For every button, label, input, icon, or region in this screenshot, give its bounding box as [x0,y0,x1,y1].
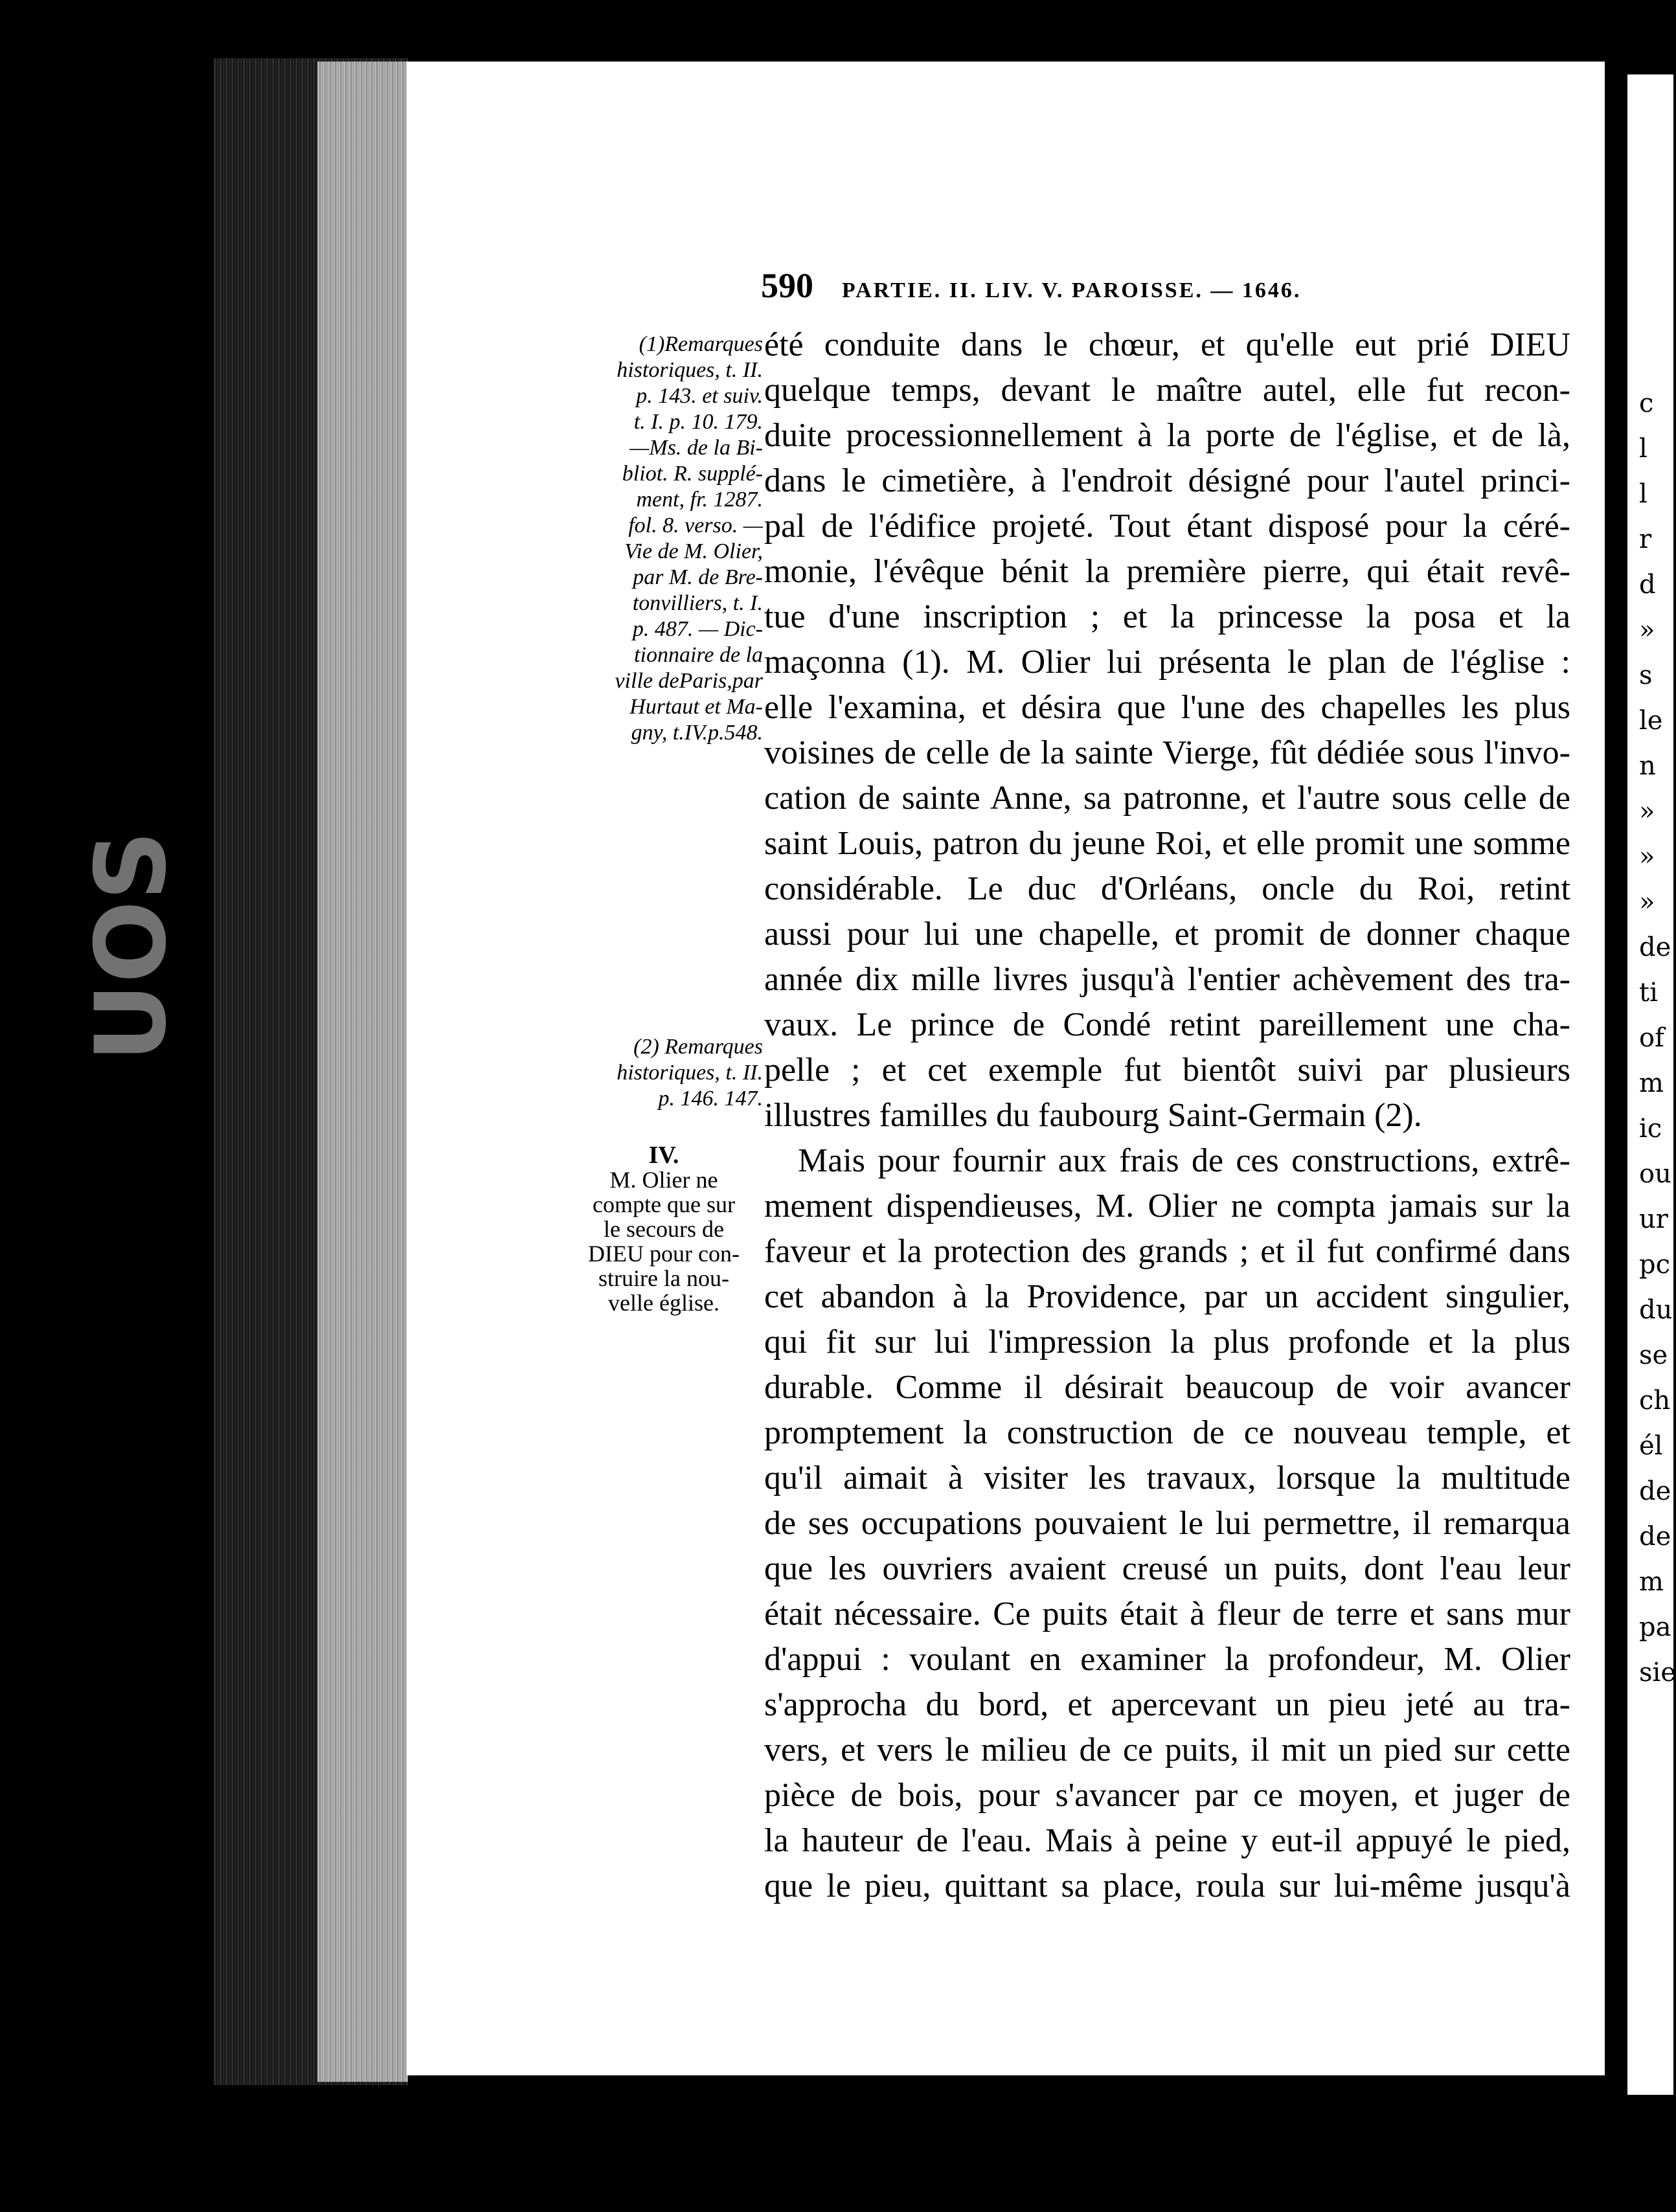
note-line: bliot. R. supplé- [622,462,763,486]
note-line: (2) Remarques [633,1035,763,1059]
body-line: promptement la construction de ce nouveau temple, et [764,1414,1570,1451]
note-line: Vie de M. Olier, [624,539,763,563]
spine-label: UOS [75,830,188,1062]
body-line: qu'il aimait à visiter les travaux, lorsque la multitude [764,1460,1570,1496]
summary-line: velle église. [608,1290,719,1316]
next-page-sliver [1622,74,1676,2095]
next-page-fragment: l [1639,434,1648,464]
note-line: historiques, t. II. [617,1061,763,1085]
running-header [761,265,1447,306]
next-page-fragment: s [1639,660,1653,690]
page-edge-stack [317,62,408,2082]
next-page-fragment: » [1639,887,1655,917]
next-page-fragment: sie [1639,1658,1676,1687]
next-page-fragment: » [1639,842,1655,872]
summary-line: struire la nou- [598,1265,729,1291]
body-line: mement dispendieuses, M. Olier ne compta jamais sur la [764,1188,1570,1224]
note-line: —Ms. de la Bi- [629,436,763,460]
note-line: ment, fr. 1287. [636,488,763,512]
body-line: année dix mille livres jusqu'à l'entier achèvement des tra- [764,961,1570,998]
body-line: que le pieu, quittant sa place, roula sur lui-même jusqu'à [764,1868,1570,1904]
next-page-fragment: ou [1639,1159,1671,1189]
body-line: quelque temps, devant le maître autel, elle fut recon- [764,372,1570,409]
body-line: pelle ; et cet exemple fut bientôt suivi par plusieurs [764,1052,1570,1089]
next-page-fragment: c [1639,389,1654,418]
body-line: que les ouvriers avaient creusé un puits, dont l'eau leur [764,1550,1570,1587]
body-line: cation de sainte Anne, sa patronne, et l'autre sous celle de [764,780,1570,817]
note-line: p. 146. 147. [658,1087,763,1111]
body-line: aussi pour lui une chapelle, et promit de donner chaque [764,916,1570,953]
next-page-fragment: de [1639,1476,1671,1506]
body-line: faveur et la protection des grands ; et il fut confirmé dans [764,1233,1570,1270]
note-line: par M. de Bre- [633,565,763,589]
note-line: Hurtaut et Ma- [629,695,763,719]
next-page-fragment: » [1639,796,1655,826]
body-line: de ses occupations pouvaient le lui permettre, il remarqua [764,1505,1570,1542]
next-page-fragment: r [1639,525,1652,554]
body-line: elle l'examina, et désira que l'une des chapelles les plus [764,689,1570,726]
next-page-fragment: l [1639,479,1648,509]
next-page-fragment: de [1639,1522,1671,1552]
body-line: considérable. Le duc d'Orléans, oncle du Roi, retint [764,870,1570,907]
body-line: été conduite dans le chœur, et qu'elle eut prié DIEU [764,326,1570,363]
body-line: pièce de bois, pour s'avancer par ce moyen, et juger de [764,1777,1570,1814]
next-page-fragment: du [1639,1295,1673,1325]
summary-line: DIEU pour con- [588,1241,740,1267]
body-line: était nécessaire. Ce puits était à fleur de terre et sans mur [764,1596,1570,1632]
margin-note-1 [575,332,763,746]
summary-line: compte que sur [593,1191,735,1217]
body-line: d'appui : voulant en examiner la profondeur, M. Olier [764,1641,1570,1678]
summary-line: M. Olier ne [609,1167,718,1193]
note-line: fol. 8. verso. — [628,514,763,537]
note-line: (1)Remarques [639,332,763,356]
next-page-fragment: ic [1639,1114,1662,1144]
next-page-fragment: se [1639,1340,1668,1370]
next-page-fragment: ch [1639,1386,1671,1416]
section-number: IV. [648,1142,679,1169]
next-page-fragment: of [1639,1023,1664,1053]
note-line: tonvilliers, t. I. [632,591,763,615]
body-line: pal de l'édifice projeté. Tout étant disposé pour la céré- [764,508,1570,545]
running-title: PARTIE. II. LIV. V. PAROISSE. — 1646. [842,278,1302,302]
note-line: tionnaire de la [634,643,763,667]
body-line: monie, l'évêque bénit la première pierre, qui était revê- [764,553,1570,590]
body-line: vaux. Le prince de Condé retint pareillement une cha- [764,1006,1570,1043]
body-line: vers, et vers le milieu de ce puits, il mit un pied sur cette [764,1732,1570,1768]
body-line: dans le cimetière, à l'endroit désigné pour l'autel princi- [764,462,1570,499]
section-summary [573,1143,754,1315]
next-page-fragment: ti [1639,978,1658,1008]
body-text [764,322,1570,1909]
next-page-fragment: m [1639,1567,1664,1597]
margin-note-2 [575,1034,763,1112]
body-line: qui fit sur lui l'impression la plus profonde et la plus [764,1324,1570,1360]
note-line: gny, t.IV.p.548. [631,721,763,745]
body-line: tue d'une inscription ; et la princesse la posa et la [764,598,1570,635]
note-line: historiques, t. II. [617,358,763,382]
page-number: 590 [761,266,813,305]
body-line: s'approcha du bord, et apercevant un pieu jeté au tra- [764,1686,1570,1723]
next-page-fragment: él [1639,1431,1663,1461]
body-line: duite processionnellement à la porte de l'église, et de là, [764,417,1570,454]
summary-line: le secours de [604,1216,724,1242]
body-line: voisines de celle de la sainte Vierge, fût dédiée sous l'invo- [764,734,1570,771]
next-page-fragment: d [1639,570,1656,600]
body-line: la hauteur de l'eau. Mais à peine y eut-il appuyé le pied, [764,1822,1570,1859]
note-line: ville deParis,par [615,669,763,693]
body-line: saint Louis, patron du jeune Roi, et elle promit une somme [764,825,1570,862]
body-line: Mais pour fournir aux frais de ces constructions, extrê- [798,1142,1570,1179]
note-line: t. I. p. 10. 179. [633,410,763,434]
note-line: p. 487. — Dic- [632,617,763,641]
note-line: p. 143. et suiv. [636,384,763,408]
next-page-fragment: pc [1639,1250,1671,1280]
body-line: durable. Comme il désirait beaucoup de voir avancer [764,1369,1570,1406]
next-page-fragment: de [1639,932,1671,962]
body-line: cet abandon à la Providence, par un accident singulier, [764,1278,1570,1315]
next-page-fragment: ur [1639,1204,1668,1234]
next-page-fragment: m [1639,1068,1664,1098]
body-line: maçonna (1). M. Olier lui présenta le plan de l'église : [764,644,1570,681]
next-page-fragment: pa [1639,1612,1671,1642]
next-page-fragment: le [1639,706,1663,736]
next-page-fragment: » [1639,615,1655,645]
next-page-fragment: n [1639,751,1656,781]
body-line: illustres familles du faubourg Saint-Germain (2). [764,1097,1422,1134]
